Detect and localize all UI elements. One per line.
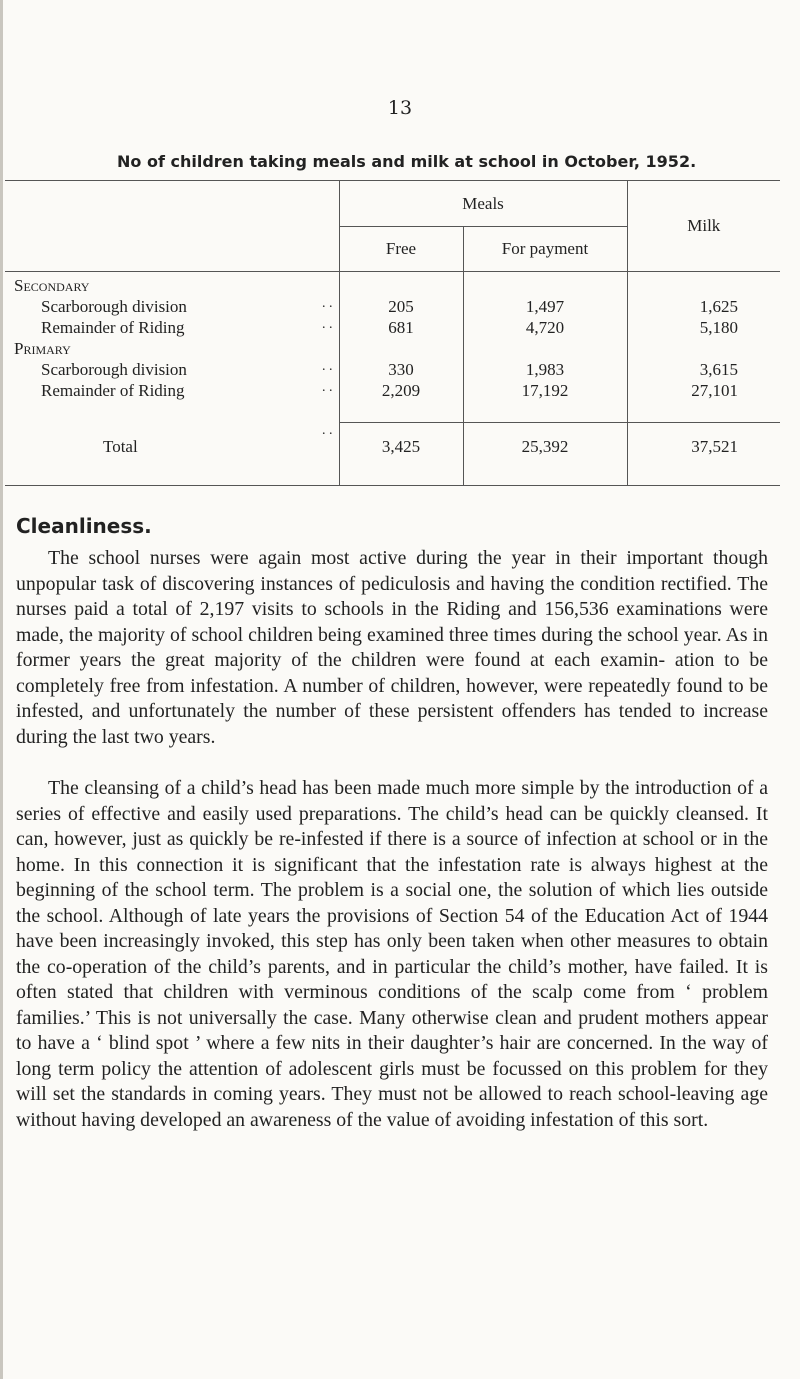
free-value: 205 xyxy=(339,296,463,317)
table-corner xyxy=(5,181,339,272)
milk-value: 1,625 xyxy=(627,296,780,317)
leader-dots: . . xyxy=(322,422,333,438)
table-row xyxy=(5,359,780,380)
table-row xyxy=(5,296,780,317)
milk-value: 27,101 xyxy=(627,380,780,401)
section-primary: Primary xyxy=(14,338,71,358)
total-milk: 37,521 xyxy=(627,423,780,472)
row-label: Remainder of Riding xyxy=(41,380,185,400)
page-number: 13 xyxy=(387,97,413,119)
for-payment-header: For payment xyxy=(463,227,627,272)
free-value: 2,209 xyxy=(339,380,463,401)
total-row xyxy=(5,423,780,472)
row-label: Remainder of Riding xyxy=(41,317,185,337)
milk-value: 5,180 xyxy=(627,317,780,338)
total-for-payment: 25,392 xyxy=(463,423,627,472)
milk-header: Milk xyxy=(627,181,780,272)
table-row xyxy=(5,317,780,338)
row-label: Scarborough division xyxy=(41,359,187,379)
free-header: Free xyxy=(339,227,463,272)
for-payment-value: 17,192 xyxy=(463,380,627,401)
leader-dots: . . xyxy=(322,296,333,311)
table-row xyxy=(5,380,780,401)
for-payment-value: 1,497 xyxy=(463,296,627,317)
milk-value: 3,615 xyxy=(627,359,780,380)
cleanliness-paragraph-2: The cleansing of a child’s head has been made much more simple by the introduction of a series of effective and easily used preparations. The child’s head can be quickly cleansed. It can, however, just as quickly be re-infested if there is a source of infection at school or in the home. In this connection it is significant that the infestation rate is always highest at the beginning of the school term. The problem is a social one, the solution of which lies outside the school. Although of late years the provisions of Section 54 of the Education Act of 1944 have been increasingly invoked, this step has only been taken when other measures to obtain the co-operation of the child’s parents, and in particular the child’s mother, have failed. It is often stated that children with verminous conditions of the scalp come from ‘ problem families.’ This is not universally the case. Many otherwise clean and prudent mothers appear to have a ‘ blind spot ’ where a few nits in their daughter’s hair are concerned. In the way of long term policy the attention of adolescent girls must be focussed on this problem for they will set the standards in coming years. They must not be allowed to reach school-leaving age without having developed an awareness of the value of avoiding infestation of this sort. xyxy=(16,777,768,1131)
meals-header: Meals xyxy=(339,181,627,227)
page-edge xyxy=(0,0,3,1379)
free-value: 681 xyxy=(339,317,463,338)
total-free: 3,425 xyxy=(339,423,463,472)
total-label: Total xyxy=(103,436,138,456)
section-secondary: Secondary xyxy=(14,276,90,295)
for-payment-value: 4,720 xyxy=(463,317,627,338)
free-value: 330 xyxy=(339,359,463,380)
leader-dots: . . xyxy=(322,317,333,332)
leader-dots: . . xyxy=(322,359,333,374)
for-payment-value: 1,983 xyxy=(463,359,627,380)
leader-dots: . . xyxy=(322,380,333,395)
row-label: Scarborough division xyxy=(41,296,187,316)
table-title: No of children taking meals and milk at school in October, 1952. xyxy=(117,152,697,171)
cleanliness-heading: Cleanliness. xyxy=(16,514,152,538)
meals-milk-table xyxy=(5,180,780,486)
cleanliness-paragraph-1: The school nurses were again most active during the year in their important though unpopular task of discovering instances of pediculosis and having the condition rectified. The nurses paid a total of 2,197 visits to schools in the Riding and 156,536 examinations were made, the majority of school children being examined three times during the school year. As in former years the great majority of the children were found at each examin- ation to be completely free from infestation. A number of children, however, were repeatedly found to be infested, and unfortunately the number of these persistent offenders has tended to increase during the last two years. xyxy=(16,547,768,748)
